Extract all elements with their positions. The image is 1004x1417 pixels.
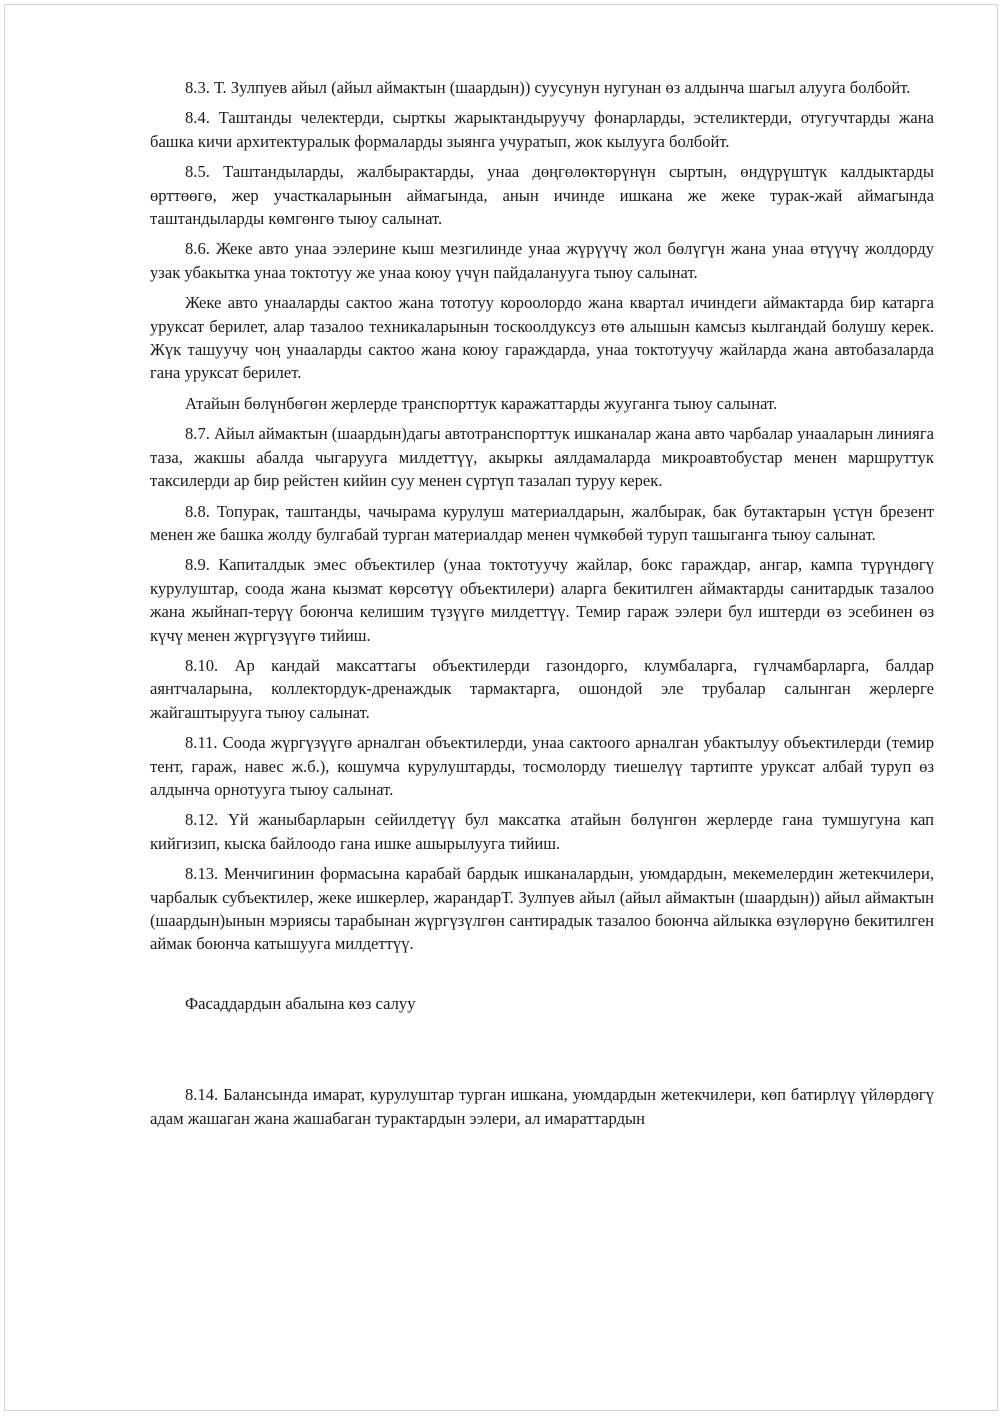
paragraph-8-6-parking: Жеке авто унааларды сактоо жана тототуу короолордо жана квартал ичиндеги аймактарда бир катарга уруксат берилет, алар тазалоо техникаларынын тоскоолдуксуз өтө алышын камсыз кылгандай болушу керек. Жүк ташуучу чоң унааларды сактоо жана коюу гараждарда, унаа токтотуучу жайларда жана автобазаларда гана уруксат берилет.	[150, 293, 934, 383]
paragraph-8-3: 8.3. Т. Зулпуев айыл (айыл аймактын (шаардын)) суусунун нугунан өз алдынча шагыл алууга болбойт.	[185, 78, 911, 97]
paragraph-8-6-washing: Атайын бөлүнбөгөн жерлерде транспорттук каражаттарды жууганга тыюу салынат.	[185, 393, 778, 413]
paragraph-8-10: 8.10. Ар кандай максаттагы объектилерди газондорго, клумбаларга, гүлчамбарларга, балдар аянтчаларына, коллектордук-дренаждык тармактарга, ошондой эле трубалар салынган жерлерге жайгаштырууга тыюу салынат.	[150, 655, 934, 722]
paragraph-8-9: 8.9. Капиталдык эмес объектилер (унаа токтотуучу жайлар, бокс гараждар, ангар, кампа түрүндөгү курулуштар, соода жана кызмат көрсөтүү объектилери) аларга бекитилген аймактарды санитардык тазалоо жана жыйнап-терүү боюнча келишим түзүүгө милдеттүү. Темир гараж ээлери бул иштерди өз эсебинен өз күчү менен жүргүзүүгө тийиш.	[150, 555, 934, 645]
document-page	[4, 4, 998, 1411]
paragraph-8-4: 8.4. Таштанды челектерди, сырткы жарыктандыруучу фонарларды, эстеликтерди, отугучтарды жана башка кичи архитектуралык формаларды зыянга учуратып, жок кылууга болбойт.	[150, 108, 934, 151]
paragraph-8-5: 8.5. Таштандыларды, жалбырактарды, унаа дөңгөлөктөрүнүн сыртын, өндүрүштүк калдыктарды өрттөөгө, жер участкаларынын аймагында, анын ичинде ишкана же жеке турак-жай аймагында таштандыларды көмгөнгө тыюу салынат.	[150, 162, 934, 229]
paragraph-8-13: 8.13. Менчигинин формасына карабай бардык ишканалардын, уюмдардын, мекемелердин жетекчилери, чарбалык субъектилер, жеке ишкерлер, жарандарТ. Зулпуев айыл (айыл аймактын (шаардын)) айыл аймактын (шаардын)ынын мэриясы тарабынан жүргүзүлгөн сантирадык тазалоо боюнча айлыкка өзүлөрүнө бекитилген аймак боюнча катышууга милдеттүү.	[150, 864, 934, 954]
section-heading: Фасаддардын абалына көз салуу	[185, 993, 416, 1013]
document-body	[150, 76, 934, 1137]
paragraph-8-6: 8.6. Жеке авто унаа ээлерине кыш мезгилинде унаа жүрүүчү жол бөлүгүн жана унаа өтүүчү жолдорду узак убакытка унаа токтотуу же унаа коюу үчүн пайдаланууга тыюу салынат.	[150, 239, 934, 282]
paragraph-8-14: 8.14. Балансында имарат, курулуштар турган ишкана, уюмдардын жетекчилери, көп батирлүү үйлөрдөгү адам жашаган жана жашабаган турактардын ээлери, ал имараттардын	[150, 1085, 934, 1128]
paragraph-8-8: 8.8. Топурак, таштанды, чачырама курулуш материалдарын, жалбырак, бак бутактарын үстүн брезент менен же башка жолду булгабай турган материалдар менен чүмкөбөй туруп ташыганга тыюу салынат.	[150, 501, 934, 544]
paragraph-8-12: 8.12. Үй жаныбарларын сейилдетүү бул максатка атайын бөлүнгөн жерлерде гана тумшугуна кап кийгизип, кыска байлоодо гана ишке ашырылууга тийиш.	[150, 810, 934, 853]
paragraph-8-11: 8.11. Соода жүргүзүүгө арналган объектилерди, унаа сактоого арналган убактылуу объектилерди (темир тент, гараж, навес ж.б.), кошумча курулуштарды, тосмолорду тиешелүү тартипте уруксат албай туруп өз алдынча орнотууга тыюу салынат.	[150, 733, 934, 799]
paragraph-8-7: 8.7. Айыл аймактын (шаардын)дагы автотранспорттук ишканалар жана авто чарбалар унааларын линияга таза, жакшы абалда чыгарууга милдеттүү, акыркы аялдамаларда микроавтобустар менен маршруттук таксилерди ар бир рейстен кийин суу менен сүртүп тазалап туруу керек.	[150, 424, 934, 491]
